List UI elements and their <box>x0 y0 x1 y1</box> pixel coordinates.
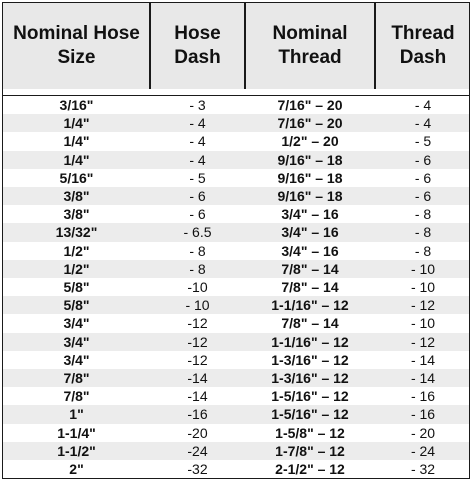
table-row <box>3 132 469 150</box>
cell-hose-dash: -16 <box>187 406 208 423</box>
cell-thread-dash: - 16 <box>410 406 436 423</box>
cell-hose-size: 3/4" <box>63 333 90 350</box>
cell-thread: 3/4" – 16 <box>281 224 339 241</box>
cell-thread: 9/16" – 18 <box>277 169 343 186</box>
table-row <box>3 242 469 260</box>
cell-thread-dash: - 24 <box>410 442 436 459</box>
cell-thread-dash: - 10 <box>410 260 436 277</box>
table-row <box>3 296 469 314</box>
cell-hose-dash: -12 <box>187 333 208 350</box>
cell-hose-dash: -24 <box>187 442 208 459</box>
table-row <box>3 151 469 169</box>
cell-hose-dash: -12 <box>187 315 208 332</box>
cell-hose-size: 1/2" <box>63 242 90 259</box>
cell-hose-dash: -20 <box>187 424 208 441</box>
cell-thread: 7/8" – 14 <box>281 315 339 332</box>
cell-thread-dash: - 16 <box>410 388 436 405</box>
cell-hose-size: 1/4" <box>63 115 90 132</box>
cell-hose-size: 1-1/4" <box>57 424 96 441</box>
table-row <box>3 351 469 369</box>
cell-hose-size: 5/16" <box>59 169 94 186</box>
cell-thread-dash: - 8 <box>414 242 432 259</box>
table-row <box>3 460 469 478</box>
cell-hose-size: 13/32" <box>55 224 98 241</box>
table-row <box>3 314 469 332</box>
cell-hose-size: 1/4" <box>63 151 90 168</box>
cell-hose-dash: - 6.5 <box>183 224 212 241</box>
cell-thread-dash: - 20 <box>410 424 436 441</box>
cell-hose-size: 2" <box>69 461 84 477</box>
cell-hose-dash: - 6 <box>189 206 206 223</box>
cell-hose-dash: - 4 <box>189 133 206 150</box>
header-spacer <box>3 89 469 96</box>
cell-thread: 1-5/16" – 12 <box>271 406 349 423</box>
cell-hose-dash: - 8 <box>189 242 206 259</box>
table-row <box>3 169 469 187</box>
cell-thread: 1-5/16" – 12 <box>271 388 349 405</box>
cell-thread: 1-3/16" – 12 <box>271 351 349 368</box>
cell-thread: 2-1/2" – 12 <box>275 461 345 477</box>
cell-thread: 7/8" – 14 <box>281 260 339 277</box>
cell-hose-size: 1" <box>69 406 84 423</box>
cell-thread-dash: - 6 <box>414 151 432 168</box>
cell-thread: 3/4" – 16 <box>281 242 339 259</box>
cell-hose-size: 3/8" <box>63 188 90 204</box>
table-row <box>3 369 469 387</box>
header-nominal-thread: Nominal Thread <box>272 23 348 68</box>
cell-thread: 9/16" – 18 <box>277 188 343 204</box>
cell-hose-size: 7/8" <box>63 388 90 405</box>
cell-thread-dash: - 32 <box>410 461 436 477</box>
table-row <box>3 405 469 423</box>
cell-hose-dash: - 5 <box>189 169 206 186</box>
cell-hose-dash: -12 <box>187 351 208 368</box>
cell-hose-dash: - 3 <box>189 97 206 113</box>
cell-hose-dash: -14 <box>187 388 208 405</box>
table-header <box>3 3 469 90</box>
table-row <box>3 187 469 205</box>
cell-thread: 1-5/8" – 12 <box>275 424 345 441</box>
cell-hose-size: 5/8" <box>63 279 90 295</box>
header-hose-dash: Hose Dash <box>174 23 221 68</box>
cell-thread-dash: - 6 <box>414 169 432 186</box>
cell-thread-dash: - 14 <box>410 370 436 386</box>
cell-hose-size: 1/2" <box>63 260 90 277</box>
cell-hose-size: 3/4" <box>63 351 90 368</box>
cell-thread: 1-1/16" – 12 <box>271 297 349 314</box>
cell-thread: 7/16" – 20 <box>277 115 343 132</box>
cell-thread-dash: - 5 <box>414 133 432 150</box>
cell-thread: 1/2" – 20 <box>281 133 339 150</box>
cell-hose-dash: - 4 <box>189 151 206 168</box>
cell-thread: 1-1/16" – 12 <box>271 333 349 350</box>
table-row <box>3 260 469 278</box>
table-row <box>3 205 469 223</box>
cell-hose-size: 1/4" <box>63 133 90 150</box>
cell-hose-dash: -32 <box>187 461 208 477</box>
cell-hose-size: 1-1/2" <box>57 442 96 459</box>
table-row <box>3 333 469 351</box>
cell-hose-dash: -10 <box>187 279 208 295</box>
cell-thread-dash: - 8 <box>414 206 432 223</box>
cell-hose-size: 7/8" <box>63 370 90 386</box>
cell-thread-dash: - 12 <box>410 297 436 314</box>
table-row <box>3 96 469 114</box>
table-row <box>3 114 469 132</box>
cell-hose-dash: - 10 <box>185 297 210 314</box>
table-row <box>3 387 469 405</box>
cell-thread-dash: - 12 <box>410 333 436 350</box>
cell-thread-dash: - 10 <box>410 279 436 295</box>
cell-thread: 7/16" – 20 <box>277 97 343 113</box>
cell-thread: 3/4" – 16 <box>281 206 339 223</box>
cell-hose-size: 3/16" <box>59 97 94 113</box>
cell-thread-dash: - 8 <box>414 224 432 241</box>
table-row <box>3 223 469 241</box>
cell-hose-dash: -14 <box>187 370 208 386</box>
cell-hose-size: 3/8" <box>63 206 90 223</box>
cell-hose-dash: - 4 <box>189 115 206 132</box>
hose-dash-table <box>2 2 470 479</box>
cell-thread-dash: - 6 <box>414 188 432 204</box>
cell-hose-size: 3/4" <box>63 315 90 332</box>
cell-thread-dash: - 10 <box>410 315 436 332</box>
cell-thread: 7/8" – 14 <box>281 279 339 295</box>
header-thread-dash: Thread Dash <box>391 23 455 68</box>
header-nominal-hose-size: Nominal Hose Size <box>13 23 140 68</box>
table-row <box>3 442 469 460</box>
cell-thread: 1-3/16" – 12 <box>271 370 349 386</box>
cell-thread-dash: - 4 <box>414 115 432 132</box>
cell-thread-dash: - 4 <box>414 97 432 113</box>
cell-hose-dash: - 8 <box>189 260 206 277</box>
cell-thread: 1-7/8" – 12 <box>275 442 345 459</box>
cell-hose-dash: - 6 <box>189 188 206 204</box>
cell-thread-dash: - 14 <box>410 351 436 368</box>
table-row <box>3 278 469 296</box>
cell-thread: 9/16" – 18 <box>277 151 343 168</box>
table-row <box>3 424 469 442</box>
cell-hose-size: 5/8" <box>63 297 90 314</box>
